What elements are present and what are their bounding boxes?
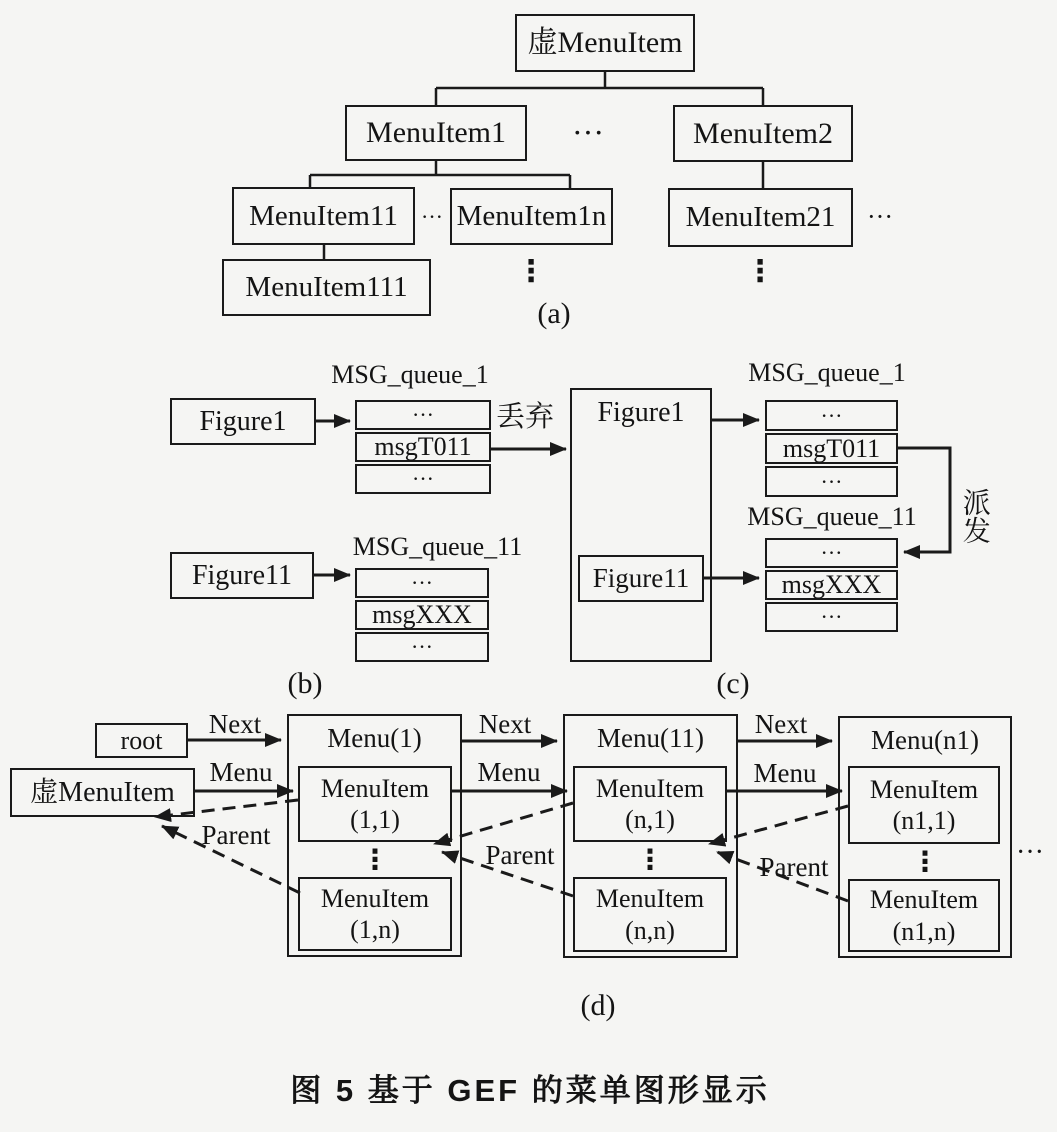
vdots-menu-n1: ⋮ [911, 845, 939, 879]
hdots-level2-right: ··· [867, 202, 893, 232]
figure1-box: Figure1 [170, 398, 316, 445]
parent-label: Parent [759, 851, 829, 882]
virtual-menuitem-box: 虚MenuItem [515, 14, 695, 72]
menuitem1n-box: MenuItem1n [450, 188, 613, 245]
menuitem11-box: MenuItem11 [232, 187, 415, 245]
msg-queue-11-title: MSG_queue_11 [352, 532, 523, 562]
hdots-after-menu-n1: ··· [1016, 837, 1044, 869]
figure11-box: Figure11 [578, 555, 704, 602]
vdots-under-menuitem21: ⋮ [745, 254, 775, 290]
menuitem111-box: MenuItem111 [222, 259, 431, 316]
queue-cell: msgXXX [765, 570, 898, 600]
menuitem-line2: (n,n) [625, 915, 675, 945]
menu11-title: Menu(11) [597, 722, 704, 753]
hdots-level1: ··· [572, 114, 604, 151]
menuitem-n-1-box [573, 766, 727, 842]
menuitem-1-n-box [298, 877, 452, 951]
vdots-menu1: ⋮ [361, 843, 389, 877]
menuitem-n-n-box [573, 877, 727, 952]
next-label: Next [208, 708, 262, 739]
menuitem-line2: (n1,1) [892, 806, 956, 835]
dispatch-label: 派发 [958, 488, 990, 544]
menuitem-line1: MenuItem [869, 885, 979, 915]
menuitem1-box: MenuItem1 [345, 105, 527, 161]
next-label: Next [754, 708, 808, 739]
queue-cell: ··· [355, 568, 489, 598]
menu-label: Menu [477, 756, 541, 787]
queue-cell: ··· [765, 400, 898, 431]
menuitem-line2: (n,1) [625, 805, 675, 834]
msg-queue-11 [765, 538, 898, 632]
menuitem2-box: MenuItem2 [673, 105, 853, 162]
menuitem-line2: (1,n) [350, 915, 400, 944]
root-box: root [95, 723, 188, 758]
menuitem-line2: (1,1) [350, 805, 400, 834]
queue-cell: msgT011 [355, 432, 491, 462]
msg-queue-1 [765, 400, 898, 497]
virtual-menuitem-box: 虚MenuItem [10, 768, 195, 817]
hdots-level2-left: ··· [421, 204, 443, 230]
menuitem-line1: MenuItem [869, 774, 979, 804]
queue-cell: ··· [355, 400, 491, 430]
figure1-label: Figure1 [597, 397, 685, 429]
menuitem-line2: (n1,n) [892, 916, 956, 946]
sublabel-c: (c) [716, 667, 750, 701]
msg-queue-11-title: MSG_queue_11 [747, 502, 917, 532]
msg-queue-1-title: MSG_queue_1 [748, 358, 906, 388]
menu-n1-title: Menu(n1) [871, 724, 979, 755]
queue-cell: ··· [355, 632, 489, 662]
discard-label: 丢弃 [495, 400, 554, 433]
menuitem-n1-n-box [848, 879, 1000, 952]
sublabel-d: (d) [580, 989, 616, 1023]
parent-label: Parent [485, 839, 555, 870]
queue-cell: ··· [355, 464, 491, 494]
dispatch-elbow-arrow [898, 448, 950, 552]
queue-cell: msgT011 [765, 433, 898, 464]
msg-queue-11 [355, 568, 489, 662]
vdots-menu11: ⋮ [636, 843, 664, 877]
figure11-box: Figure11 [170, 552, 314, 599]
queue-cell: msgXXX [355, 600, 489, 630]
msg-queue-1-title: MSG_queue_1 [331, 360, 489, 390]
menuitem-line1: MenuItem [595, 884, 705, 914]
queue-cell: ··· [765, 538, 898, 568]
menuitem-line1: MenuItem [595, 773, 705, 803]
sublabel-b: (b) [287, 667, 323, 701]
menuitem-1-1-box [298, 766, 452, 842]
msg-queue-1 [355, 400, 491, 494]
menuitem-line1: MenuItem [320, 773, 430, 803]
parent-label: Parent [201, 819, 271, 850]
figure-caption: 图 5 基于 GEF 的菜单图形显示 [290, 1072, 770, 1108]
queue-cell: ··· [765, 602, 898, 632]
menu-label: Menu [753, 757, 817, 788]
menuitem-line1: MenuItem [320, 883, 430, 913]
menu1-title: Menu(1) [327, 722, 422, 753]
menuitem-n1-1-box [848, 766, 1000, 844]
menuitem21-box: MenuItem21 [668, 188, 853, 247]
vdots-under-menuitem1n: ⋮ [516, 254, 546, 290]
menu-label: Menu [209, 756, 273, 787]
queue-cell: ··· [765, 466, 898, 497]
next-label: Next [478, 708, 532, 739]
sublabel-a: (a) [537, 297, 571, 331]
